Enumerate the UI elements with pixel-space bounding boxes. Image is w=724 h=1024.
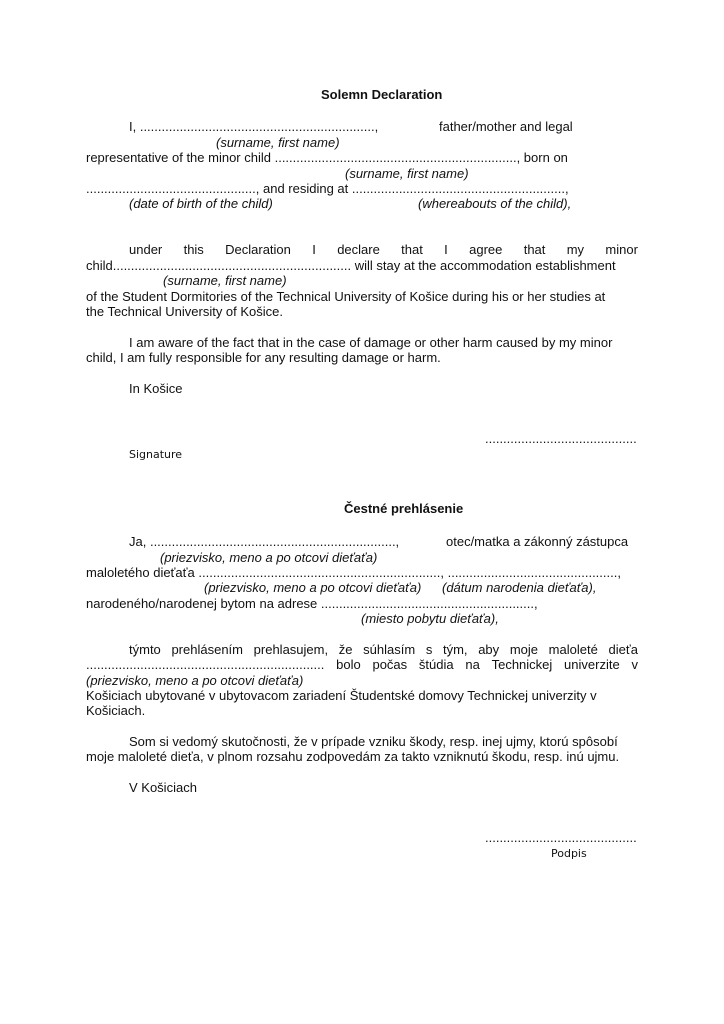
slovak-awareness-line-2: moje maloleté dieťa, v plnom rozsahu zodpovedám za takto vzniknutú škodu, resp. inú ujmu. [86,749,620,764]
slovak-declaration-line-3: Košiciach ubytované v ubytovacom zariadení Študentské domovy Technickej univerzity v [86,688,597,703]
english-child-line: representative of the minor child ..................................................................., born on [86,150,568,165]
english-signature-dots: .......................................... [485,431,637,446]
english-child-hint: (surname, first name) [345,166,469,181]
english-title: Solemn Declaration [321,87,443,102]
english-name-line: I, ................................................................., [129,119,379,134]
english-declaration-hint: (surname, first name) [163,273,287,288]
slovak-name-hint: (priezvisko, meno a po otcovi dieťaťa) [160,550,378,565]
slovak-child-line: maloletého dieťaťa ..................................................................., ..............................................., [86,565,621,580]
english-declaration-line-1: under this Declaration I declare that I agree that my minor [129,242,638,257]
english-name-hint: (surname, first name) [216,135,340,150]
slovak-declaration-hint: (priezvisko, meno a po otcovi dieťaťa) [86,673,304,688]
slovak-declaration-line-2: .................................................................. bolo počas štúdia na Technickej univerzite v [86,657,638,672]
english-declaration-line-4: the Technical University of Košice. [86,304,284,319]
english-awareness-line-2: child, I am fully responsible for any resulting damage or harm. [86,350,441,365]
slovak-declaration-line-4: Košiciach. [86,703,146,718]
slovak-child-hint: (priezvisko, meno a po otcovi dieťaťa) [204,580,422,595]
slovak-title: Čestné prehlásenie [344,501,464,516]
slovak-place: V Košiciach [129,780,197,795]
slovak-dob-hint: (dátum narodenia dieťaťa), [442,580,597,595]
slovak-signature-label: Podpis [551,847,587,860]
slovak-declaration-line-1: týmto prehlásením prehlasujem, že súhlasím s tým, aby moje maloleté dieťa [129,642,638,657]
slovak-role-text: otec/matka a zákonný zástupca [446,534,629,549]
slovak-awareness-line-1: Som si vedomý skutočnosti, že v prípade vzniku škody, resp. inej ujmy, ktorú spôsobí [129,734,618,749]
slovak-signature-dots: .......................................... [485,830,637,845]
slovak-name-line: Ja, ...................................................................., [129,534,400,549]
english-declaration-line-2: child.................................................................. will stay at the accommodation establishment [86,258,616,273]
english-birth-residence-line: ..............................................., and residing at ..........................................................., [86,181,569,196]
english-role-text: father/mother and legal [439,119,573,134]
slovak-address-line: narodeného/narodenej bytom na adrese ..........................................................., [86,596,538,611]
english-awareness-line-1: I am aware of the fact that in the case of damage or other harm caused by my minor [129,335,613,350]
english-whereabouts-hint: (whereabouts of the child), [418,196,572,211]
english-declaration-line-3: of the Student Dormitories of the Technical University of Košice during his or her studies at [86,289,606,304]
english-dob-hint: (date of birth of the child) [129,196,273,211]
english-place: In Košice [129,381,183,396]
english-signature-label: Signature [129,448,183,461]
slovak-whereabouts-hint: (miesto pobytu dieťaťa), [361,611,499,626]
